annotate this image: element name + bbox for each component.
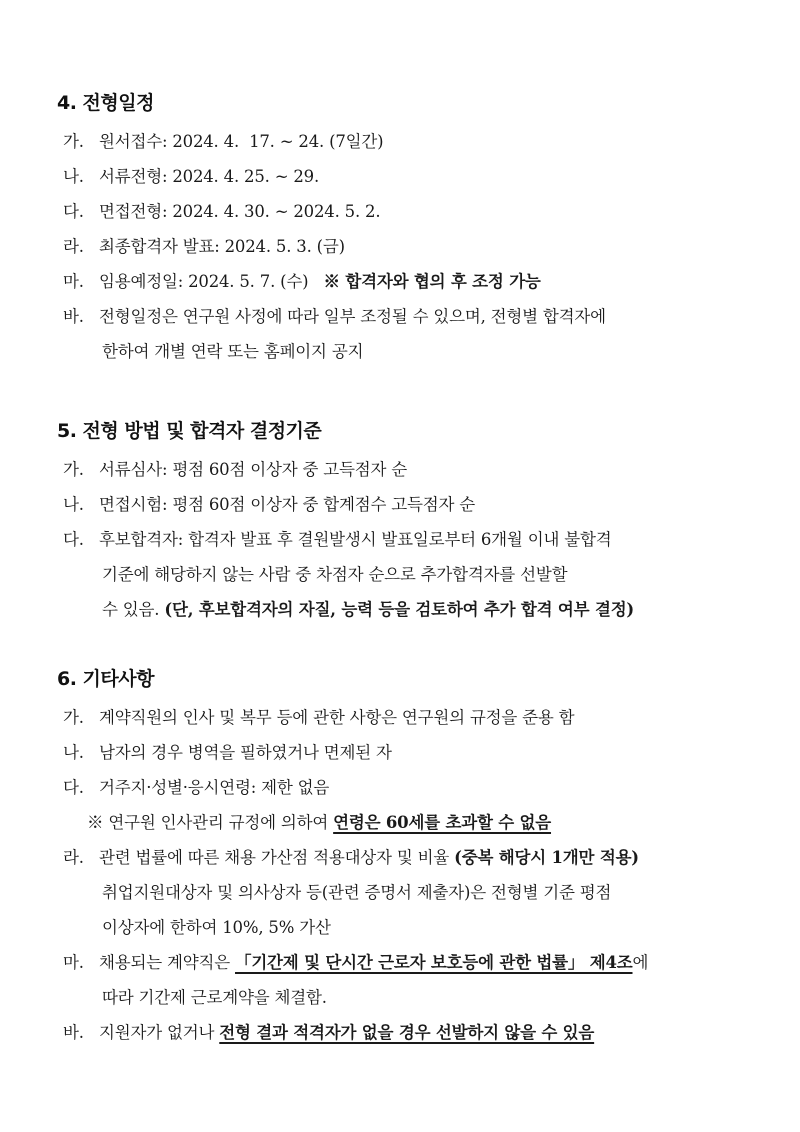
list-item: 다. 후보합격자: 합격자 발표 후 결원발생시 발표일로부터 6개월 이내 불합격 xyxy=(63,530,612,549)
list-item: 가. 계약직원의 인사 및 복무 등에 관한 사항은 연구원의 규정을 준용 함 xyxy=(63,708,575,727)
list-item: 라. 관련 법률에 따른 채용 가산점 적용대상자 및 비율 (중복 해당시 1개만 적용) xyxy=(63,848,639,867)
list-item-continuation: 따라 기간제 근로계약을 체결함. xyxy=(102,988,327,1007)
list-item: 바. 지원자가 없거나 전형 결과 적격자가 없을 경우 선발하지 않을 수 있음 xyxy=(63,1023,595,1042)
section-heading: 6. 기타사항 xyxy=(57,668,154,690)
section-heading: 4. 전형일정 xyxy=(57,92,154,114)
list-item: 다. 면접전형: 2024. 4. 30. ~ 2024. 5. 2. xyxy=(63,202,381,221)
age-limit-note: ※ 연구원 인사관리 규정에 의하여 연령은 60세를 초과할 수 없음 xyxy=(87,813,552,832)
review-note: (단, 후보합격자의 자질, 능력 등을 검토하여 추가 합격 여부 결정) xyxy=(164,600,635,619)
list-item: 다. 거주지·성별·응시연령: 제한 없음 xyxy=(63,778,330,797)
section-selection-method xyxy=(57,416,757,627)
law-reference: 「기간제 및 단시간 근로자 보호등에 관한 법률」 제4조 xyxy=(235,953,633,972)
list-item: 마. 임용예정일: 2024. 5. 7. (수) ※ 합격자와 협의 후 조정 가능 xyxy=(63,272,541,291)
section-misc xyxy=(57,664,757,1050)
list-item: 나. 서류전형: 2024. 4. 25. ~ 29. xyxy=(63,167,320,186)
list-item: 나. 남자의 경우 병역을 필하였거나 면제된 자 xyxy=(63,743,392,762)
list-item: 라. 최종합격자 발표: 2024. 5. 3. (금) xyxy=(63,237,345,256)
section-schedule xyxy=(57,88,757,369)
list-item: 가. 서류심사: 평점 60점 이상자 중 고득점자 순 xyxy=(63,460,408,479)
list-item-continuation: 수 있음. (단, 후보합격자의 자질, 능력 등을 검토하여 추가 합격 여부 결정) xyxy=(102,600,635,619)
list-item: 가. 원서접수: 2024. 4. 17. ~ 24. (7일간) xyxy=(63,132,384,151)
list-item-continuation: 한하여 개별 연락 또는 홈페이지 공지 xyxy=(102,342,364,361)
adjustment-note: ※ 합격자와 협의 후 조정 가능 xyxy=(323,272,541,291)
list-item: 나. 면접시험: 평점 60점 이상자 중 합계점수 고득점자 순 xyxy=(63,495,476,514)
list-item: 바. 전형일정은 연구원 사정에 따라 일부 조정될 수 있으며, 전형별 합격자에 xyxy=(63,307,606,326)
list-item-continuation: 기준에 해당하지 않는 사람 중 차점자 순으로 추가합격자를 선발할 xyxy=(102,565,568,584)
section-heading: 5. 전형 방법 및 합격자 결정기준 xyxy=(57,420,322,442)
list-item-continuation: 이상자에 한하여 10%, 5% 가산 xyxy=(102,918,331,937)
list-item-continuation: 취업지원대상자 및 의사상자 등(관련 증명서 제출자)은 전형별 기준 평점 xyxy=(102,883,612,902)
list-item: 마. 채용되는 계약직은 「기간제 및 단시간 근로자 보호등에 관한 법률」 제4조에 xyxy=(63,953,649,972)
